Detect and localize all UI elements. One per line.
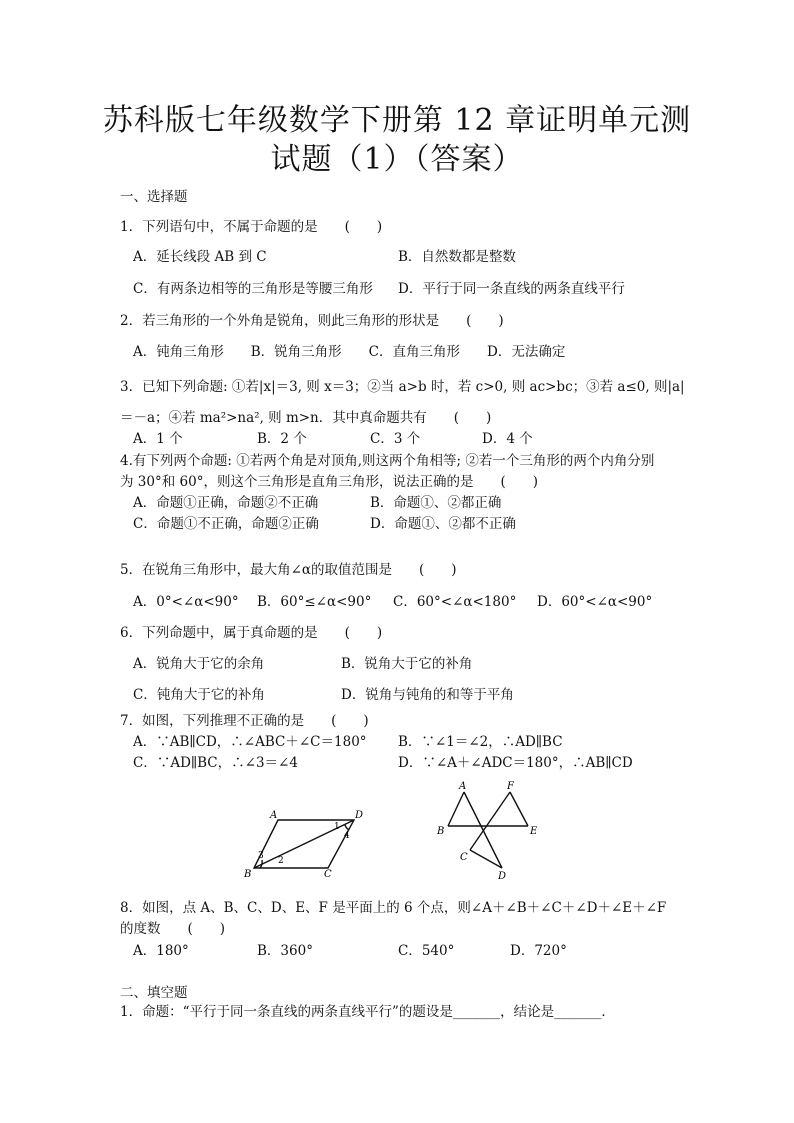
fig1-label-a: A [270, 810, 278, 821]
question-1-option-a: A．延长线段 AB 到 C [133, 249, 267, 265]
question-7-option-b: B．∵∠1＝∠2，∴AD∥BC [398, 734, 563, 750]
question-8-line1: 8．如图，点 A、B、C、D、E、F 是平面上的 6 个点，则∠A＋∠B＋∠C＋∠D＋∠E＋∠F [120, 900, 667, 916]
segment-f-c [470, 792, 510, 850]
question-1-option-d: D．平行于同一条直线的两条直线平行 [398, 281, 625, 297]
question-6-option-b: B．锐角大于它的补角 [341, 656, 473, 672]
question-5-option-c: C．60°<∠α<180° [393, 594, 517, 610]
figure-parallelogram [240, 805, 370, 880]
fig1-label-b: B [244, 869, 252, 880]
section-heading-fill: 二、填空题 [120, 985, 188, 1001]
question-5-option-d: D．60°<∠α<90° [537, 594, 653, 610]
question-4-option-b: B．命题①、②都正确 [370, 495, 502, 511]
question-7-option-d: D．∵∠A＋∠ADC＝180°，∴AB∥CD [398, 755, 633, 771]
question-1-stem: 1．下列语句中，不属于命题的是 ( ) [120, 219, 383, 235]
question-6-option-c: C．钝角大于它的补角 [133, 687, 265, 703]
question-3-option-a: A．1 个 [133, 431, 183, 447]
question-6-option-a: A．锐角大于它的余角 [133, 656, 265, 672]
question-5-stem: 5．在锐角三角形中，最大角∠α的取值范围是 ( ) [120, 562, 457, 578]
question-2-options: A．钝角三角形 B．锐角三角形 C．直角三角形 D．无法确定 [133, 344, 566, 360]
fig1-label-4: 4 [344, 831, 350, 841]
figure-six-points [432, 778, 552, 883]
fig2-label-b: B [437, 826, 445, 837]
question-7-option-a: A．∵AB∥CD，∴∠ABC＋∠C＝180° [133, 734, 367, 750]
question-7-option-c: C．∵AD∥BC，∴∠3＝∠4 [133, 755, 298, 771]
question-4-option-d: D．命题①、②都不正确 [370, 516, 516, 532]
question-3-option-d: D．4 个 [482, 431, 533, 447]
question-4-option-a: A．命题①正确，命题②不正确 [133, 495, 319, 511]
segment-f-e [510, 792, 528, 826]
segment-a-b [448, 792, 464, 826]
fig1-label-c: C [324, 869, 332, 880]
question-3-option-b: B．2 个 [257, 431, 307, 447]
question-2-stem: 2．若三角形的一个外角是锐角，则此三角形的形状是 ( ) [120, 313, 504, 329]
question-6-option-d: D．锐角与钝角的和等于平角 [341, 687, 514, 703]
fig1-label-d: D [355, 810, 364, 821]
question-5-option-b: B．60°≤∠α<90° [257, 594, 372, 610]
fig2-label-f: F [507, 781, 514, 792]
question-3-line2: ＝－a；④若 ma²>na², 则 m>n．其中真命题共有 ( ) [120, 410, 492, 426]
page-title-line1: 苏科版七年级数学下册第 12 章证明单元测 [102, 103, 692, 138]
question-8-option-c: C．540° [398, 943, 455, 959]
question-8-line2: 的度数 ( ) [120, 921, 226, 937]
section-heading-choice: 一、选择题 [120, 189, 188, 205]
fig1-label-2: 2 [278, 856, 284, 866]
question-1-option-b: B．自然数都是整数 [398, 249, 516, 265]
fig2-label-d: D [498, 871, 507, 882]
question-8-option-b: B．360° [257, 943, 313, 959]
question-3-line1: 3．已知下列命题: ①若|x|＝3, 则 x＝3；②当 a>b 时，若 c>0, 则 ac>bc；③若 a≤0, 则|a| [120, 379, 685, 395]
angle-arc-4 [345, 825, 349, 830]
question-1-option-c: C．有两条边相等的三角形是等腰三角形 [133, 281, 373, 297]
fig2-label-a: A [459, 781, 467, 792]
fig1-label-3: 3 [258, 851, 264, 861]
question-3-option-c: C．3 个 [370, 431, 421, 447]
fig1-label-1: 1 [334, 822, 340, 832]
question-8-option-d: D．720° [510, 943, 567, 959]
question-7-stem: 7．如图，下列推理不正确的是 ( ) [120, 713, 369, 729]
question-4-line1: 4.有下列两个命题: ①若两个角是对顶角,则这两个角相等; ②若一个三角形的两个内角分别 [120, 453, 655, 469]
question-8-option-a: A．180° [133, 943, 189, 959]
fig2-label-e: E [530, 826, 538, 837]
question-4-line2: 为 30°和 60°，则这个三角形是直角三角形，说法正确的是 ( ) [120, 474, 538, 490]
question-4-option-c: C．命题①不正确，命题②正确 [133, 516, 319, 532]
question-5-option-a: A．0°<∠α<90° [133, 594, 239, 610]
fig2-label-c: C [460, 852, 468, 863]
page-title-line2: 试题（1）（答案） [270, 142, 524, 177]
question-6-stem: 6．下列命题中，属于真命题的是 ( ) [120, 625, 383, 641]
fill-question-1: 1．命题：“平行于同一条直线的两条直线平行”的题设是_______，结论是_______． [120, 1004, 615, 1020]
